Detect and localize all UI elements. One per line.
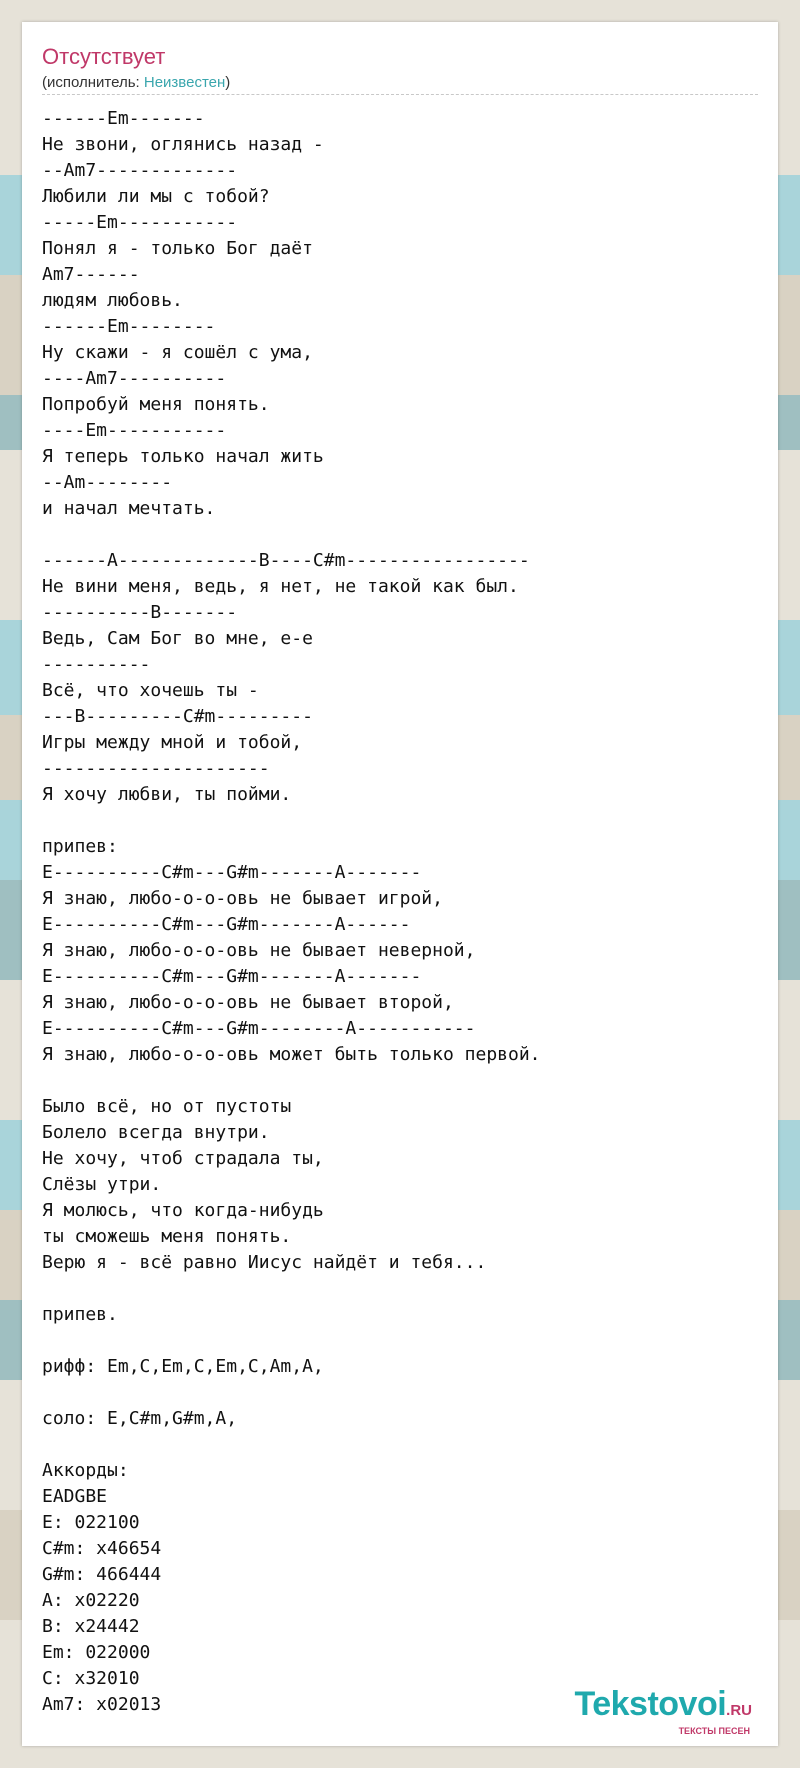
site-brand[interactable] xyxy=(574,1687,752,1736)
brand-tagline: ТЕКСТЫ ПЕСЕН xyxy=(678,1726,750,1736)
lyrics-text: ------Em------- Не звони, оглянись назад - --Am7------------- Любили ли мы с тобой? -----Em----------- Понял я - только Бог даёт Am7------ людям любовь. ------Em-------- Ну скажи - я сошёл с ума, ----Am7---------- Попробуй меня понять. ----Em----------- Я теперь только начал жить --Am-------- и начал мечтать. ------A-------------B----C#m----------------- Не вини меня, ведь, я нет, не такой как был. ----------B------- Ведь, Сам Бог во мне, е-е ---------- Всё, что хочешь ты - ---B---------C#m--------- Игры между мной и тобой, --------------------- Я хочу любви, ты пойми. припев: E----------C#m---G#m-------A------- Я знаю, любо-о-о-овь не бывает игрой, E----------C#m---G#m-------A------ Я знаю, любо-о-о-овь не бывает неверной, E----------C#m---G#m-------A------- Я знаю, любо-о-о-овь не бывает второй, E----------C#m---G#m--------A----------- Я знаю, любо-о-о-овь может быть только первой. Было всё, но от пустоты Болело всегда внутри. Не хочу, чтоб страдала ты, Слёзы утри. Я молюсь, что когда-нибудь ты сможешь меня понять. Верю я - всё равно Иисус найдёт и тебя... припев. рифф: Em,C,Em,C,Em,C,Am,A, соло: E,C#m,G#m,A, Аккорды: EADGBE E: 022100 C#m: x46654 G#m: 466444 A: x02220 B: x24442 Em: 022000 C: x32010 Am7: x02013 xyxy=(42,108,541,1715)
artist-suffix: ) xyxy=(225,74,231,91)
brand-tld: .RU xyxy=(726,1702,752,1719)
artist-prefix: (исполнитель: xyxy=(42,74,144,91)
lyrics-card xyxy=(22,22,778,1746)
brand-name: Tekstovoi xyxy=(574,1685,727,1723)
song-title: Отсутствует xyxy=(42,44,166,69)
artist-line xyxy=(42,74,230,91)
artist-link[interactable]: Неизвестен xyxy=(143,74,226,91)
brand-logo xyxy=(574,1687,752,1728)
title-divider xyxy=(42,94,758,95)
